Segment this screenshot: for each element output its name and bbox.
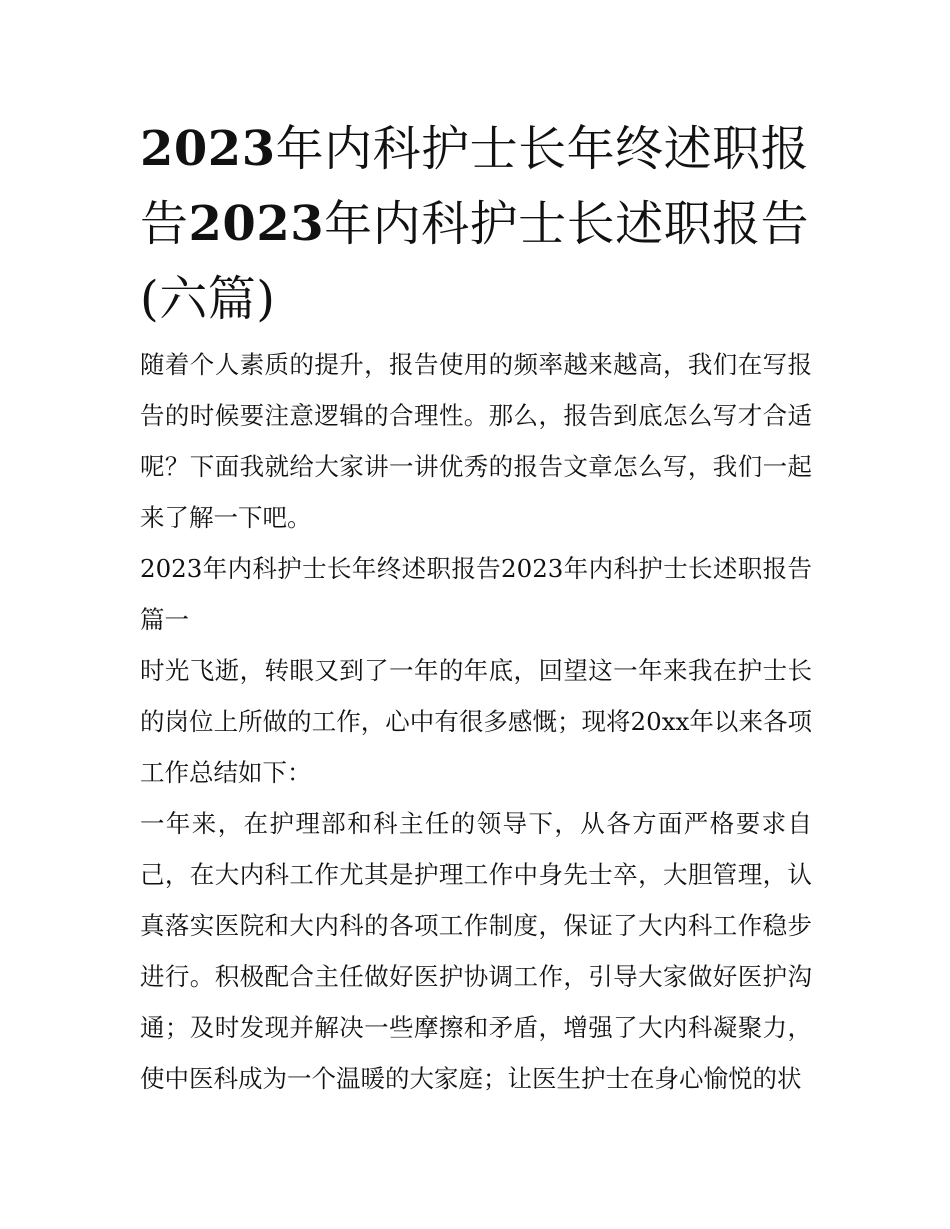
section-heading: 2023年内科护士长年终述职报告2023年内科护士长述职报告篇一 — [140, 554, 812, 634]
intro-paragraph: 随着个人素质的提升，报告使用的频率越来越高，我们在写报告的时候要注意逻辑的合理性。那么，报告到底怎么写才合适呢？下面我就给大家讲一讲优秀的报告文章怎么写，我们一起来了解一下吧。 — [140, 350, 812, 532]
document-page — [140, 112, 812, 1104]
document-title — [140, 112, 812, 337]
title-year-1: 2023 — [140, 121, 276, 177]
title-text-2: 年内科护士长述职报告(六篇) — [140, 196, 810, 327]
title-year-2: 2023 — [188, 196, 325, 252]
body-paragraph-2: 一年来，在护理部和科主任的领导下，从各方面严格要求自己，在大内科工作尤其是护理工作中身先士卒，大胆管理，认真落实医院和大内科的各项工作制度，保证了大内科工作稳步进行。积极配合主任做好医护协调工作，引导大家做好医护沟通；及时发现并解决一些摩擦和矛盾，增强了大内科凝聚力，使中医科成为一个温暖的大家庭；让医生护士在身心愉悦的状 — [140, 809, 812, 1093]
body-paragraph-1: 时光飞逝，转眼又到了一年的年底，回望这一年来我在护士长的岗位上所做的工作，心中有很多感慨；现将20xx年以来各项工作总结如下： — [140, 656, 812, 787]
title-text-1: 年内科护士长年终述职报告 — [140, 121, 810, 252]
